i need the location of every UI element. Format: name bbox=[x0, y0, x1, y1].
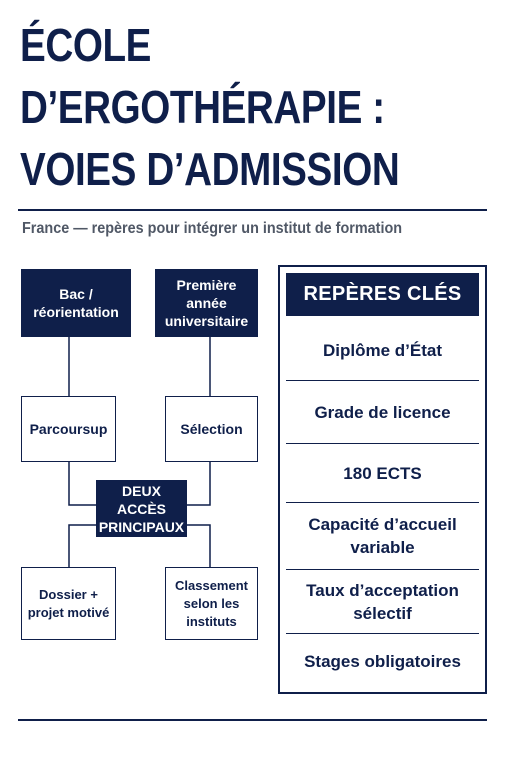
panel-item-capacite: Capacité d’accueil variable bbox=[308, 515, 457, 557]
panel-item-grade: Grade de licence bbox=[314, 402, 451, 422]
panel-item-ects: 180 ECTS bbox=[343, 463, 422, 483]
title-line-2: D’ERGOTHÉRAPIE : bbox=[20, 81, 385, 133]
panel-item-diplome: Diplôme d’État bbox=[322, 340, 442, 360]
panel-heading: REPÈRES CLÉS bbox=[286, 273, 479, 316]
connector-selection-center bbox=[187, 462, 210, 505]
connector-center-dossier bbox=[69, 525, 96, 567]
connector-parcoursup-center bbox=[69, 462, 96, 505]
subtitle: France — repères pour intégrer un institut de formation bbox=[22, 220, 403, 237]
node-dossier-label: Dossier + projet motivé bbox=[27, 586, 110, 620]
panel-item-stages: Stages obligatoires bbox=[304, 651, 461, 671]
node-universite bbox=[155, 269, 258, 337]
node-classement-label: Classement selon les instituts bbox=[175, 577, 248, 629]
node-parcoursup-label: Parcoursup bbox=[29, 421, 108, 437]
title-line-1: ÉCOLE bbox=[20, 19, 152, 71]
node-universite-label: Première année universitaire bbox=[164, 277, 249, 329]
connector-center-classement bbox=[187, 525, 210, 567]
key-points-panel bbox=[278, 265, 487, 694]
footer-divider bbox=[18, 719, 487, 721]
node-selection bbox=[165, 396, 258, 462]
title-line-3: VOIES D’ADMISSION bbox=[20, 143, 400, 195]
panel-item-taux: Taux d’acceptation sélectif bbox=[306, 580, 459, 623]
node-classement bbox=[165, 567, 258, 640]
node-dossier bbox=[21, 567, 116, 640]
node-center bbox=[96, 480, 187, 537]
node-selection-label: Sélection bbox=[180, 421, 243, 437]
node-parcoursup bbox=[21, 396, 116, 462]
node-bac-label: Bac / réorientation bbox=[33, 286, 119, 320]
node-center-label: DEUX ACCÈS PRINCIPAUX bbox=[98, 482, 185, 535]
node-bac bbox=[21, 269, 131, 337]
